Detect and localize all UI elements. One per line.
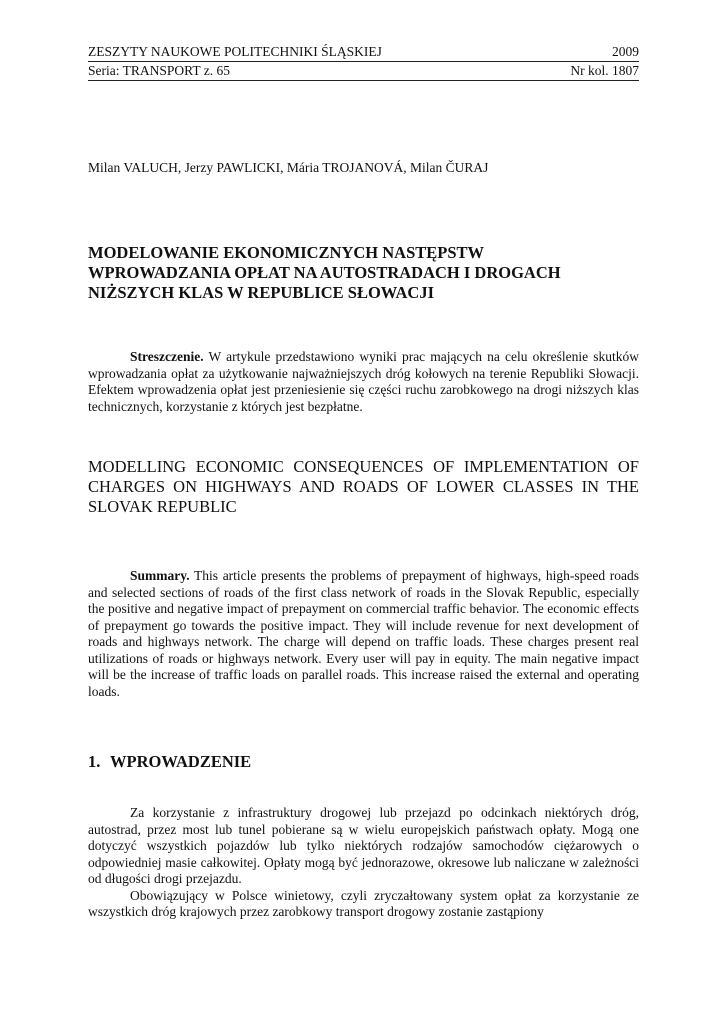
title-polish (88, 243, 608, 303)
section-number: 1. (88, 752, 101, 771)
header-rule-bottom (88, 80, 639, 81)
title-polish-line-1: MODELOWANIE EKONOMICZNYCH NASTĘPSTW (88, 243, 485, 262)
abstract-polish-text: W artykule przedstawiono wyniki prac mających na celu określenie skutków wprowadzania opłat za użytkowanie najważniejszych dróg kołowych na terenie Republiki Słowacji. Efektem wprowadzenia opłat jest przeniesienie się części ruchu zarobkowego na drogi niższych klas technicznych, korzystanie z których jest bezpłatne. (88, 349, 639, 414)
title-english: MODELLING ECONOMIC CONSEQUENCES OF IMPLEMENTATION OF CHARGES ON HIGHWAYS AND ROADS OF LOWER CLASSES IN THE SLOVAK REPUBLIC (88, 457, 639, 516)
title-polish-line-2: WPROWADZANIA OPŁAT NA AUTOSTRADACH I DROGACH (88, 263, 561, 282)
title-polish-line-3: NIŻSZYCH KLAS W REPUBLICE SŁOWACJI (88, 283, 434, 302)
section-body (88, 805, 639, 921)
abstract-polish (88, 349, 639, 415)
abstract-english (88, 568, 639, 700)
body-paragraph: Obowiązujący w Polsce winietowy, czyli zryczałtowany system opłat za korzystanie ze wszystkich dróg krajowych przez zarobkowy transport drogowy zostanie zastąpiony (88, 887, 639, 919)
series-label: Seria: TRANSPORT z. 65 (88, 63, 230, 78)
journal-year: 2009 (612, 44, 639, 59)
abstract-english-label: Summary. (130, 568, 190, 583)
author-list: Milan VALUCH, Jerzy PAWLICKI, Mária TROJANOVÁ, Milan ČURAJ (88, 160, 489, 175)
body-paragraph: Za korzystanie z infrastruktury drogowej lub przejazd po odcinkach niektórych dróg, autostrad, przez most lub tunel pobierane są w wielu europejskich państwach opłaty. Mogą one dotyczyć wszystkich pojazdów lub tylko niektórych rodzajów samochodów ciężarowych o odpowiedniej masie całkowitej. Opłaty mogą być jednorazowe, okresowe lub naliczane w zależności od długości drogi przejazdu. (88, 805, 639, 886)
running-header-bottom (88, 62, 639, 79)
abstract-english-text: This article presents the problems of prepayment of highways, high-speed roads and selected sections of roads of the first class network of roads in the Slovak Republic, especially the positive and negative impact of prepayment on commercial traffic behavior. The economic effects of prepayment go towards the positive impact. They will include revenue for next development of roads and highways network. The charge will depend on traffic loads. These charges present real utilizations of roads or highways network. Every user will pay in equity. The main negative impact will be the increase of traffic loads on parallel roads. This increase raised the external and operating loads. (88, 568, 639, 699)
issue-number: Nr kol. 1807 (570, 63, 639, 78)
section-heading (88, 752, 251, 772)
abstract-polish-label: Streszczenie. (130, 349, 204, 364)
journal-name: ZESZYTY NAUKOWE POLITECHNIKI ŚLĄSKIEJ (88, 44, 382, 59)
section-title: WPROWADZENIE (110, 752, 252, 771)
running-header-top (88, 43, 639, 60)
